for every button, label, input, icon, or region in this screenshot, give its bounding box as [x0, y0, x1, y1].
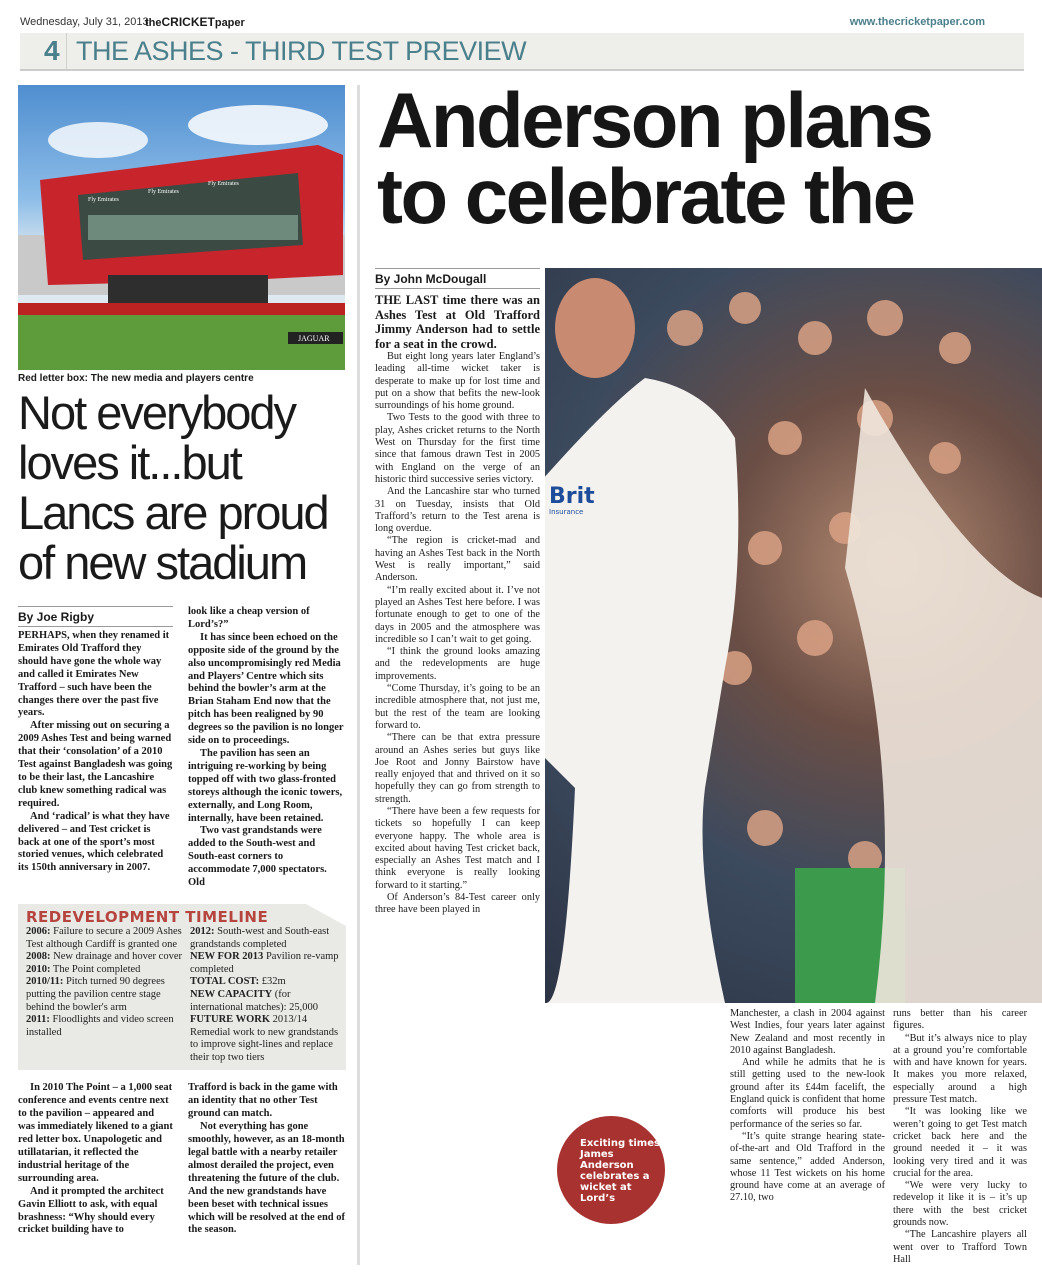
paragraph: It has since been echoed on the opposite side of the ground by the also uncompromisingly red Media and Players’ Centre which sits behind the bowler’s arm at the Brian Staham End now that the pitch has been realigned by 90 degrees so the pavilion is no longer side on to proceedings.	[188, 631, 344, 747]
paragraph: “I think the ground looks amazing and the redevelopments are huge improvements.	[375, 646, 540, 682]
timeline-key: 2012:	[190, 925, 215, 937]
timeline-entry	[190, 976, 340, 989]
signage-jaguar: JAGUAR	[298, 334, 330, 343]
anderson-photo	[545, 268, 1042, 1003]
timeline-entry	[26, 976, 184, 1014]
paragraph: “It’s quite strange hearing state-of-the-art and Old Trafford in the same sentence,” added Anderson, whose 11 Test wickets on his home ground have come at an average of 27.10, two	[730, 1130, 885, 1204]
paragraph: runs better than his career figures.	[893, 1008, 1027, 1032]
signage-2: Fly Emirates	[148, 189, 179, 195]
paragraph: And while he admits that he is still getting used to the new-look ground after its £44m facelift, the England quick is confident that home comforts will produce his best performance of the series so far.	[730, 1057, 885, 1130]
paragraph: “It was looking like we weren’t going to get Test match cricket back here and the ground needed it – it was looking very tired and it was crucial for the area.	[893, 1106, 1027, 1179]
paragraph: Manchester, a clash in 2004 against West Indies, four years later against New Zealand and most recently in 2010 against Bangladesh.	[730, 1008, 885, 1056]
timeline-value: The Point completed	[50, 963, 141, 975]
byline: By John McDougall	[375, 268, 540, 289]
timeline-left	[26, 926, 184, 1065]
paragraph: Of Anderson’s 84-Test career only three have been played in	[375, 892, 540, 916]
logo-pre: the	[145, 17, 162, 29]
left-col-1	[18, 606, 173, 890]
timeline-key: 2008:	[26, 951, 51, 963]
logo-main: CRICKET	[161, 15, 215, 29]
timeline-key: 2011:	[26, 1014, 50, 1026]
paragraph: “But it’s always nice to play at a ground you’re comfortable with and have known for years. It makes you more relaxed, especially around a high pressure Test match.	[893, 1032, 1027, 1106]
timeline-box	[18, 904, 346, 1071]
paragraph: Trafford is back in the game with an identity that no other Test ground can match.	[188, 1082, 338, 1120]
left-col-3	[18, 1082, 173, 1237]
stadium-illustration	[18, 85, 345, 370]
paragraph: And ‘radical’ is what they have delivered – and Test cricket is back at one of the sport’s most storied venues, which celebrated its 150th anniversary in 2007.	[18, 810, 170, 874]
main-headline: Anderson plans to celebrate the	[377, 76, 932, 240]
main-col-1-body	[375, 351, 540, 917]
timeline-entry	[190, 951, 340, 976]
paragraph: “The Lancashire players all went over to Trafford Town Hall	[893, 1229, 1027, 1265]
timeline-entry	[26, 1014, 184, 1039]
timeline-key: 2010:	[26, 963, 51, 975]
paragraph: PERHAPS, when they renamed it Emirates Old Trafford they should have gone the whole way and called it Emirates New Trafford – such have been the changes there over the past five years.	[18, 630, 170, 719]
page-number: 4	[44, 35, 60, 66]
section-title: THE ASHES - THIRD TEST PREVIEW	[76, 36, 527, 66]
timeline-value: South-west and South-east grandstands completed	[190, 925, 330, 950]
left-col-2	[188, 606, 346, 890]
timeline-value: Pavilion re-vamp completed	[190, 951, 339, 975]
paragraph: “The region is cricket-mad and having an Ashes Test back in the North West is really important,” said Anderson.	[375, 535, 540, 584]
paragraph: And the Lancashire star who turned 31 on Tuesday, insists that Old Trafford’s return to the Test arena is long overdue.	[375, 486, 540, 535]
timeline-title: REDEVELOPMENT TIMELINE	[26, 907, 269, 926]
timeline-entry	[190, 989, 340, 1014]
paragraph: “Come Thursday, it’s going to be an incredible atmosphere that, not just me, but the rest of the team are looking forward to.	[375, 683, 540, 731]
paragraph: “There have been a few requests for tickets so hopefully I can keep everyone happy. The whole area is excited about having Test cricket back, especially an Ashes Test match and I think everyone is really looking forward to it starting.”	[375, 805, 540, 891]
paragraph: And it prompted the architect Gavin Elliott to ask, with equal brashness: “Why should every cricket building have to	[18, 1185, 164, 1236]
paragraph: “There can be that extra pressure around an Ashes series but guys like Joe Root and Jonny Bairstow have really enjoyed that and thrived on it so hopefully they can go from strength to strength.	[375, 732, 540, 805]
shirt-sponsor-sub: Insurance	[549, 508, 584, 516]
website-link[interactable]: www.thecricketpaper.com	[849, 16, 985, 28]
timeline-key: NEW FOR 2013	[190, 951, 264, 963]
timeline-value: (for international matches): 25,000	[190, 988, 319, 1013]
timeline-key: NEW CAPACITY	[190, 988, 273, 1000]
timeline-key: 2006:	[26, 925, 51, 937]
byline: By Joe Rigby	[18, 606, 173, 627]
shirt-sponsor: Brit	[549, 484, 595, 509]
column-divider	[357, 85, 360, 1265]
timeline-entry	[190, 1014, 340, 1064]
left-story-body	[18, 606, 346, 1237]
timeline-key: 2010/11:	[26, 976, 64, 988]
timeline-key: FUTURE WORK	[190, 1014, 271, 1026]
paragraph: But eight long years later England’s leading all-time wicket taker is desperate to make up for lost time and put on a show that befits the new-look surroundings of his home ground.	[375, 351, 540, 412]
timeline-value: Floodlights and video screen installed	[26, 1014, 174, 1038]
paragraph: look like a cheap version of Lord’s?”	[188, 606, 310, 630]
timeline-key: TOTAL COST:	[190, 976, 260, 988]
timeline-entry	[190, 926, 340, 951]
timeline-value: Pitch turned 90 degrees putting the pavilion centre stage behind the bowler's arm	[26, 976, 165, 1013]
main-col-1	[375, 268, 540, 917]
timeline-value: New drainage and hover cover	[50, 951, 182, 963]
stadium-photo	[18, 85, 345, 370]
paragraph: Two Tests to the good with three to play, Ashes cricket returns to the North West on Thursday for the first time since that famous drawn Test in 2005 with England on the verge of an historic third successive series victory.	[375, 412, 540, 485]
signage-3: Fly Emirates	[208, 181, 239, 187]
logo-post: paper	[214, 17, 245, 29]
left-headline: Not everybody loves it...but Lancs are proud of new stadium	[18, 386, 328, 589]
paragraph: “I’m really excited about it. I’ve not played an Ashes Test here before. I was fortunate enough to get to one of the days in 2005 and the atmosphere was incredible so I can’t wait to get going.	[375, 584, 540, 645]
paragraph: “We were very lucky to redevelop it like it is – it’s up there with the best cricket grounds now.	[893, 1180, 1027, 1229]
timeline-entry	[26, 951, 184, 964]
section-bar	[20, 33, 1024, 71]
paragraph: In 2010 The Point – a 1,000 seat conference and events centre next to the pavilion – appeared and was immediately likened to a giant red letter box. Unapologetic and utillatarian, it reflected the industrial heritage of the surrounding area.	[18, 1082, 173, 1184]
main-col-3	[893, 1008, 1027, 1266]
timeline-entry	[26, 926, 184, 951]
issue-date: Wednesday, July 31, 2013	[20, 16, 149, 28]
paragraph: The pavilion has seen an intriguing re-working by being topped off with two glass-fronted storeys although the iconic towers, externally, and Long Room, internally, have been retained.	[188, 747, 343, 824]
photo-caption-badge: Exciting times: James Anderson celebrates a wicket at Lord’s	[557, 1116, 665, 1224]
timeline-value: 2013/14 Remedial work to new grandstands to improve sight-lines and replace their top two tiers	[190, 1014, 339, 1063]
timeline-right	[190, 926, 340, 1065]
paragraph: After missing out on securing a 2009 Ashes Test and being warned that their ‘consolation’ of a 2010 Test against Bangladesh was going to be their last, the Lancashire club knew something radical was required.	[18, 720, 173, 809]
timeline-entry	[26, 964, 184, 977]
signage-1: Fly Emirates	[88, 197, 119, 203]
page-header	[20, 14, 1025, 30]
timeline-value: Failure to secure a 2009 Ashes Test although Cardiff is granted one	[26, 925, 182, 950]
photo-caption: Red letter box: The new media and players centre	[18, 373, 254, 384]
standfirst: THE LAST time there was an Ashes Test at Old Trafford Jimmy Anderson had to settle for a seat in the crowd.	[375, 293, 540, 351]
main-col-2	[700, 1008, 885, 1205]
section-divider	[66, 33, 67, 69]
left-col-4	[188, 1082, 346, 1237]
paragraph: Not everything has gone smoothly, however, as an 18-month legal battle with a nearby retailer almost derailed the project, even threatening the future of the club. And the new grandstands have been beset with technical issues which will be resolved at the end of the season.	[188, 1121, 346, 1236]
page-curl-corner	[306, 904, 346, 926]
masthead-logo	[145, 15, 245, 29]
timeline-value: £32m	[259, 976, 286, 988]
crowd-and-player-illustration	[545, 268, 1042, 1003]
paragraph: Two vast grandstands were added to the South-west and South-east corners to accommodate 7,000 spectators. Old	[188, 825, 327, 889]
